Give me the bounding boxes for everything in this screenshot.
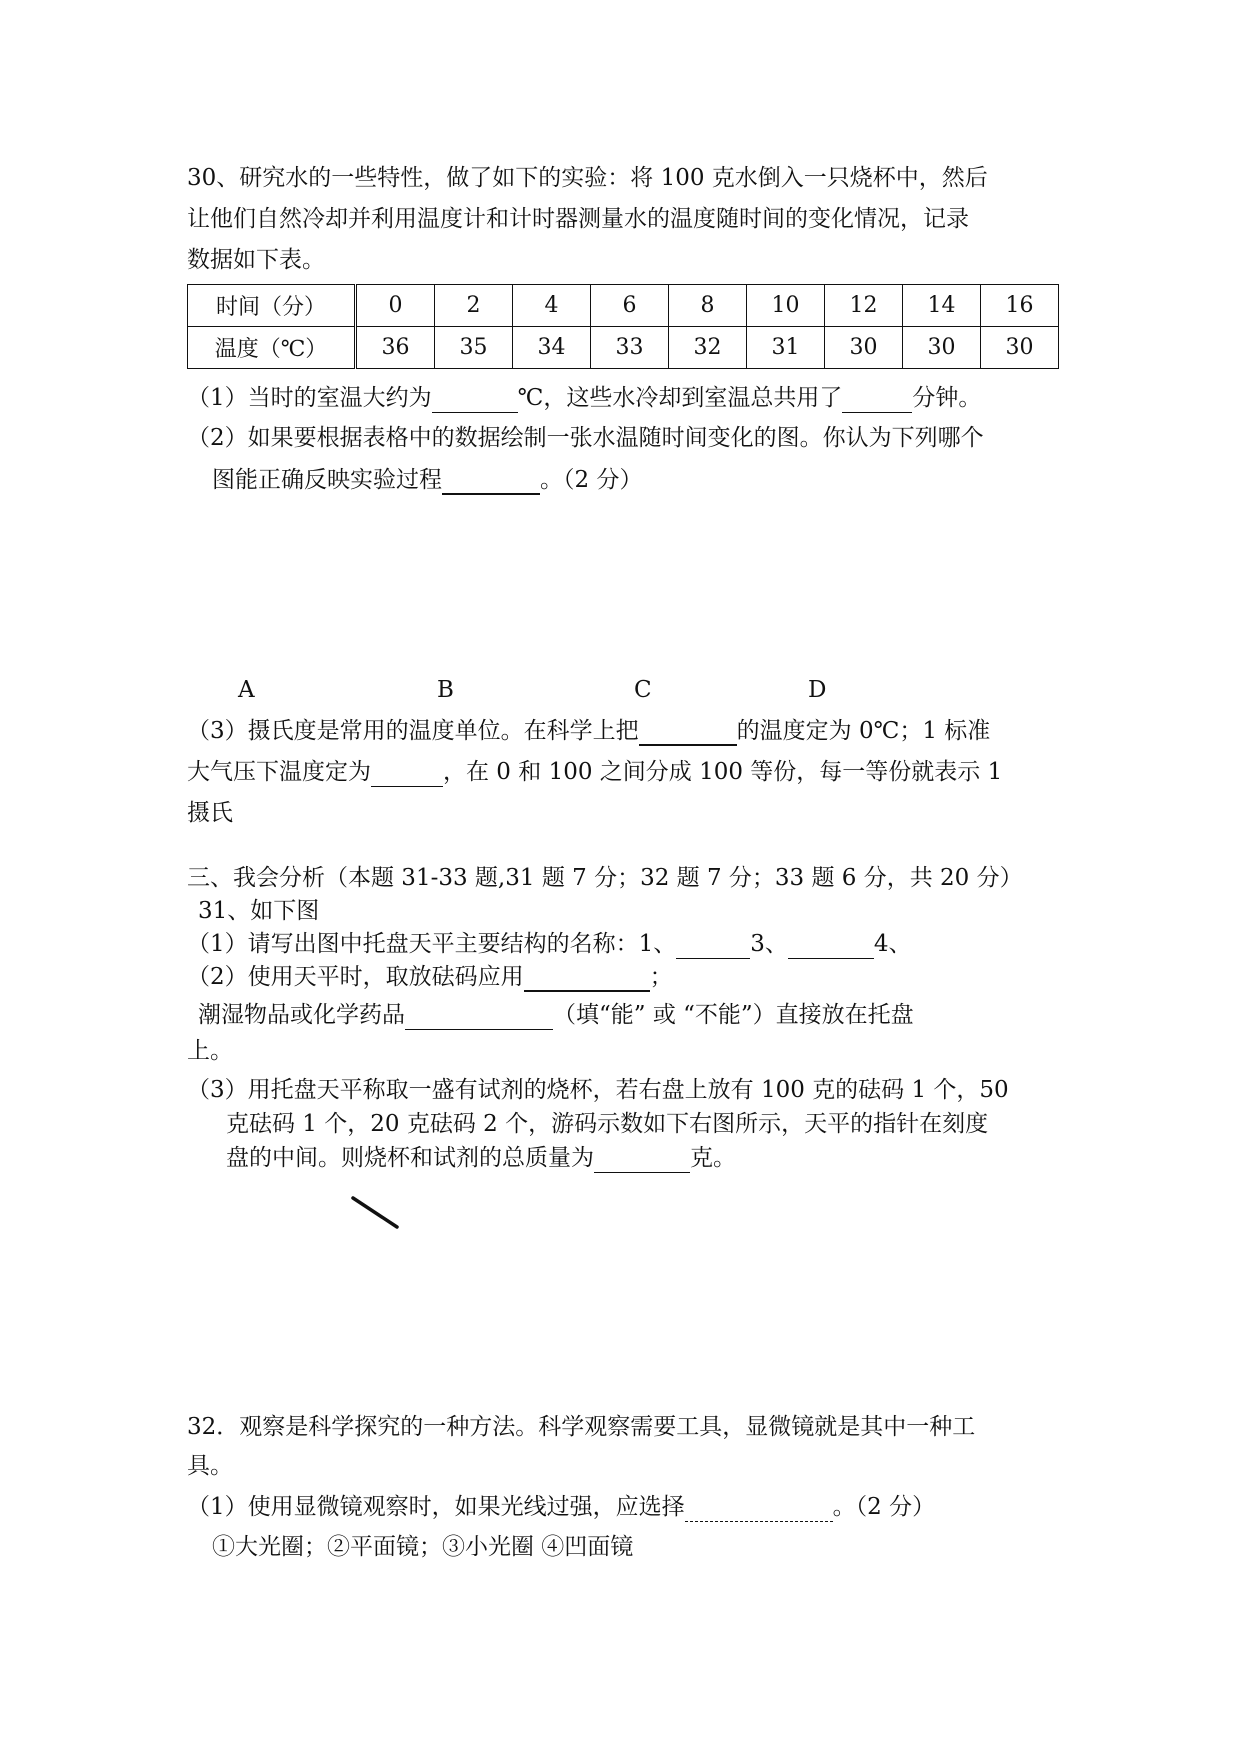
answer-blank-total-mass[interactable] — [594, 1148, 690, 1173]
graph-option-d: D — [808, 677, 827, 703]
row-header-time: 时间（分） — [188, 285, 356, 327]
time-cell: 16 — [981, 285, 1059, 327]
q31-part-3-line-3: 盘的中间。则烧杯和试剂的总质量为 克。 — [226, 1145, 736, 1171]
time-cell: 8 — [669, 285, 747, 327]
temperature-cell: 30 — [981, 327, 1059, 369]
section-3-heading: 三、我会分析（本题 31-33 题,31 题 7 分；32 题 7 分；33 题 6 分，共 20 分） — [187, 865, 1023, 891]
temperature-cell: 30 — [825, 327, 903, 369]
graph-option-a: A — [238, 677, 255, 703]
q30-part-2-line-2: 图能正确反映实验过程 。（2 分） — [212, 467, 643, 493]
answer-blank-graph-choice[interactable] — [442, 469, 540, 495]
row-header-temperature: 温度（℃） — [188, 327, 356, 369]
q31-part-2-line-1: （2）使用天平时，取放砝码应用 ； — [187, 964, 673, 990]
q30-intro-line-1: 30、研究水的一些特性，做了如下的实验：将 100 克水倒入一只烧杯中，然后 — [187, 165, 988, 191]
answer-blank-microscope[interactable] — [685, 1497, 833, 1522]
q31-part-3-line-2: 克砝码 1 个，20 克砝码 2 个，游码示数如下右图所示，天平的指针在刻度 — [226, 1111, 989, 1137]
q32-part-1: （1）使用显微镜观察时，如果光线过强，应选择 。（2 分） — [187, 1494, 936, 1520]
answer-blank-zero-degree[interactable] — [639, 720, 737, 746]
q32-intro-line-1: 32．观察是科学探究的一种方法。科学观察需要工具，显微镜就是其中一种工 — [187, 1414, 976, 1440]
q30-part-3-line-1: （3）摄氏度是常用的温度单位。在科学上把 的温度定为 0℃；1 标准 — [187, 718, 991, 744]
q31-part-3-line-1: （3）用托盘天平称取一盛有试剂的烧杯，若右盘上放有 100 克的砝码 1 个，50 — [187, 1077, 1009, 1103]
q31-part-1: （1）请写出图中托盘天平主要结构的名称：1、 3、 4、 — [187, 931, 912, 957]
pointer-line-figure — [350, 1195, 402, 1231]
answer-blank-can-place[interactable] — [405, 1005, 553, 1030]
time-cell: 0 — [356, 285, 435, 327]
answer-blank-structure-3[interactable] — [788, 934, 874, 959]
time-cell: 14 — [903, 285, 981, 327]
answer-blank-cooling-minutes[interactable] — [842, 388, 912, 413]
temperature-cell: 34 — [513, 327, 591, 369]
graph-option-c: C — [634, 677, 652, 703]
temperature-cell: 30 — [903, 327, 981, 369]
q30-part-1: （1）当时的室温大约为 ℃，这些水冷却到室温总共用了 分钟。 — [187, 385, 982, 411]
temperature-cell: 35 — [435, 327, 513, 369]
answer-blank-structure-1[interactable] — [676, 934, 750, 959]
q31-title: 31、如下图 — [198, 898, 320, 924]
q30-intro-line-3: 数据如下表。 — [187, 247, 325, 273]
time-cell: 4 — [513, 285, 591, 327]
answer-blank-weight-tool[interactable] — [524, 966, 650, 992]
answer-blank-hundred-degree[interactable] — [371, 762, 443, 787]
q30-part-2-line-1: （2）如果要根据表格中的数据绘制一张水温随时间变化的图。你认为下列哪个 — [187, 425, 984, 451]
time-cell: 2 — [435, 285, 513, 327]
temperature-time-table — [187, 284, 1059, 369]
time-cell: 6 — [591, 285, 669, 327]
table-row-time — [188, 285, 1059, 327]
graph-option-b: B — [437, 677, 454, 703]
temperature-cell: 33 — [591, 327, 669, 369]
q32-intro-line-2: 具。 — [187, 1453, 233, 1479]
temperature-cell: 36 — [356, 327, 435, 369]
q31-part-2-line-2: 潮湿物品或化学药品 （填“能” 或 “不能”）直接放在托盘 — [198, 1002, 914, 1028]
q30-intro-line-2: 让他们自然冷却并利用温度计和计时器测量水的温度随时间的变化情况，记录 — [187, 206, 969, 232]
answer-blank-room-temperature[interactable] — [432, 388, 518, 413]
time-cell: 10 — [747, 285, 825, 327]
temperature-cell: 32 — [669, 327, 747, 369]
table-row-temperature — [188, 327, 1059, 369]
time-cell: 12 — [825, 285, 903, 327]
q31-part-2-line-3: 上。 — [187, 1038, 233, 1064]
q30-part-3-line-2: 大气压下温度定为 ，在 0 和 100 之间分成 100 等份，每一等份就表示 1 — [187, 759, 1003, 785]
q30-part-3-line-3: 摄氏 — [187, 800, 233, 826]
q32-options: ①大光圈；②平面镜；③小光圈 ④凹面镜 — [212, 1534, 634, 1560]
temperature-cell: 31 — [747, 327, 825, 369]
